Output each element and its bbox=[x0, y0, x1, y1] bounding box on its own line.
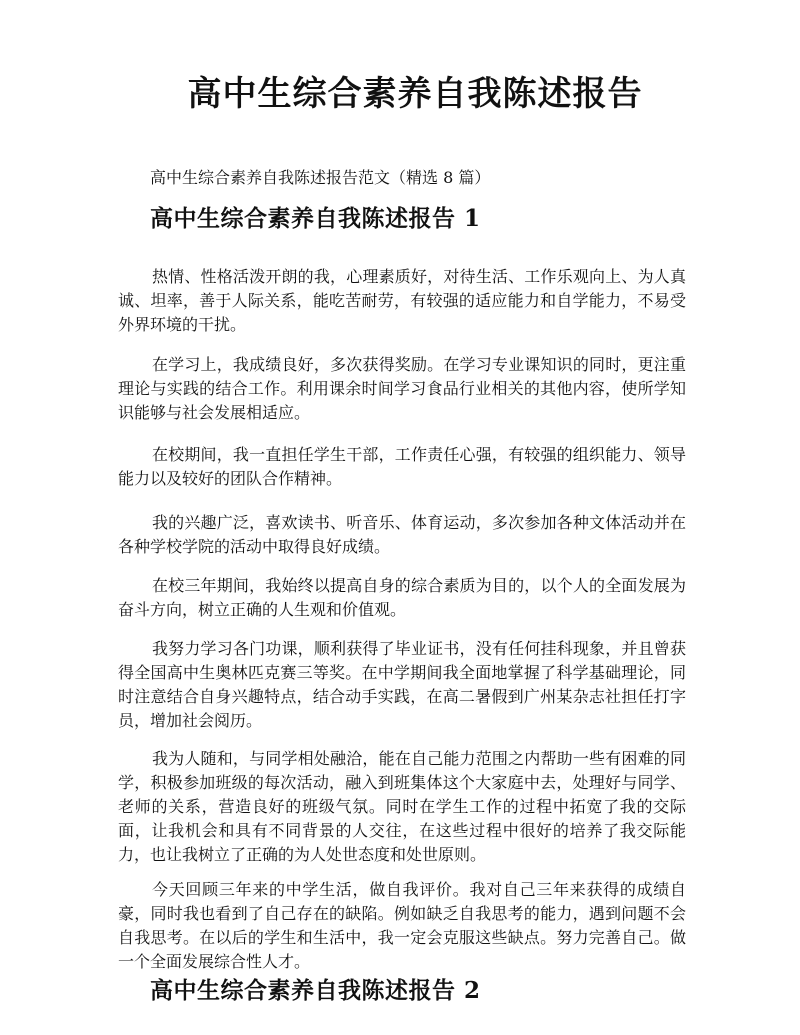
paragraph-8: 今天回顾三年来的中学生活，做自我评价。我对自己三年来获得的成绩自豪，同时我也看到了自己存在的缺陷。例如缺乏自我思考的能力，遇到问题不会自我思考。在以后的学生和生活中，我一定会克服这些缺点。努力完善自己。做一个全面发展综合性人才。 bbox=[118, 880, 686, 971]
paragraph-1: 热情、性格活泼开朗的我，心理素质好，对待生活、工作乐观向上、为人真诚、坦率，善于人际关系，能吃苦耐劳，有较强的适应能力和自学能力，不易受外界环境的干扰。 bbox=[118, 267, 686, 334]
paragraph-5: 在校三年期间，我始终以提高自身的综合素质为目的，以个人的全面发展为奋斗方向，树立正确的人生观和价值观。 bbox=[118, 576, 686, 619]
section-heading-2: 高中生综合素养自我陈述报告 2 bbox=[150, 977, 481, 1004]
section-heading-1: 高中生综合素养自我陈述报告 1 bbox=[150, 205, 481, 232]
paragraph-6: 我努力学习各门功课，顺利获得了毕业证书，没有任何挂科现象，并且曾获得全国高中生奥林匹克赛三等奖。在中学期间我全面地掌握了科学基础理论，同时注意结合自身兴趣特点，结合动手实践，在高二暑假到广州某杂志社担任打字员，增加社会阅历。 bbox=[118, 639, 686, 730]
paragraph-2: 在学习上，我成绩良好，多次获得奖励。在学习专业课知识的同时，更注重理论与实践的结合工作。利用课余时间学习食品行业相关的其他内容，使所学知识能够与社会发展相适应。 bbox=[118, 355, 686, 422]
page-title: 高中生综合素养自我陈述报告 bbox=[187, 74, 643, 114]
paragraph-7: 我为人随和，与同学相处融洽，能在自己能力范围之内帮助一些有困难的同学，积极参加班级的每次活动，融入到班集体这个大家庭中去，处理好与同学、老师的关系，营造良好的班级气氛。同时在学生工作的过程中拓宽了我的交际面，让我机会和具有不同背景的人交往，在这些过程中很好的培养了我交际能力，也让我树立了正确的为人处世态度和处世原则。 bbox=[118, 749, 686, 864]
paragraph-3: 在校期间，我一直担任学生干部，工作责任心强，有较强的组织能力、领导能力以及较好的团队合作精神。 bbox=[118, 445, 686, 488]
paragraph-4: 我的兴趣广泛，喜欢读书、听音乐、体育运动，多次参加各种文体活动并在各种学校学院的活动中取得良好成绩。 bbox=[118, 513, 686, 556]
document-subtitle: 高中生综合素养自我陈述报告范文（精选 8 篇） bbox=[150, 168, 491, 187]
